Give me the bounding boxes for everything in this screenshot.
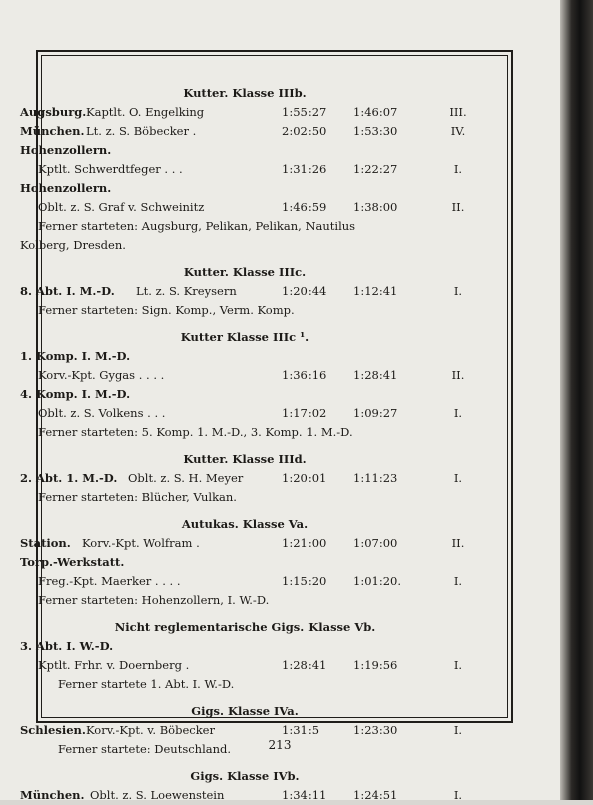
- section-heading: Gigs. Klasse IVa.: [191, 704, 299, 718]
- time-raw: 1:28:41: [282, 658, 327, 672]
- result-row: [20, 572, 470, 591]
- rank: I.: [453, 574, 463, 588]
- also-started-text: Ferner starteten: Augsburg, Pelikan, Pelikan, Nautilus: [38, 219, 356, 233]
- crew-name: Torp.-Werkstatt.: [20, 555, 125, 569]
- time-corrected: 1:11:23: [353, 471, 398, 485]
- time-raw: 1:31:26: [282, 162, 327, 176]
- result-row: [20, 534, 470, 553]
- crew-name: München.: [20, 124, 85, 138]
- helmsman: Oblt. z. S. Volkens . . .: [38, 406, 166, 420]
- time-raw: 1:17:02: [282, 406, 327, 420]
- crew-line: [20, 553, 470, 572]
- helmsman: Oblt. z. S. Graf v. Schweinitz: [38, 200, 205, 214]
- time-corrected: 1:19:56: [353, 658, 398, 672]
- also-started: [20, 301, 470, 320]
- helmsman: Korv.-Kpt. Gygas . . . .: [38, 368, 165, 382]
- time-corrected: 1:09:27: [353, 406, 398, 420]
- crew-line: [20, 179, 470, 198]
- time-raw: 1:21:00: [282, 536, 327, 550]
- time-corrected: 1:07:00: [353, 536, 398, 550]
- time-corrected: 1:24:51: [353, 788, 398, 802]
- time-raw: 1:20:01: [282, 471, 327, 485]
- also-started: [20, 591, 470, 610]
- results-list: [20, 84, 470, 805]
- result-row: [20, 404, 470, 423]
- time-corrected: 1:28:41: [353, 368, 398, 382]
- also-started: [20, 217, 470, 236]
- crew-line: [20, 347, 470, 366]
- helmsman: Lt. z. S. Böbecker .: [86, 124, 197, 138]
- time-raw: 2:02:50: [282, 124, 327, 138]
- result-row: [20, 103, 470, 122]
- rank: I.: [453, 162, 463, 176]
- result-row: [20, 198, 470, 217]
- also-started-text: Ferner starteten: Blücher, Vulkan.: [38, 490, 237, 504]
- crew-name: 2. Abt. 1. M.-D.: [20, 471, 118, 485]
- also-started: [20, 236, 470, 255]
- crew-name: München.: [20, 788, 85, 802]
- section-heading: Nicht reglementarische Gigs. Klasse Vb.: [114, 620, 376, 634]
- helmsman: Kptlt. Frhr. v. Doernberg .: [38, 658, 190, 672]
- rank: II.: [451, 200, 465, 214]
- section-heading: Kutter Klasse IIIc ¹.: [180, 330, 310, 344]
- also-started: [20, 423, 470, 442]
- result-row: [20, 469, 470, 488]
- helmsman: Oblt. z. S. Loewenstein: [90, 788, 225, 802]
- also-started-text: Ferner startete 1. Abt. I. W.-D.: [58, 677, 235, 691]
- time-corrected: 1:22:27: [353, 162, 398, 176]
- rank: I.: [453, 788, 463, 802]
- section-heading: Kutter. Klasse IIId.: [183, 452, 307, 466]
- crew-line: [20, 141, 470, 160]
- rank: II.: [451, 536, 465, 550]
- crew-name: Station.: [20, 536, 71, 550]
- rank: I.: [453, 658, 463, 672]
- section-heading: Kutter. Klasse IIIb.: [183, 86, 307, 100]
- crew-name: 8. Abt. I. M.-D.: [20, 284, 115, 298]
- helmsman: Korv.-Kpt. v. Böbecker: [86, 723, 215, 737]
- time-raw: 1:55:27: [282, 105, 327, 119]
- helmsman: Kptlt. Schwerdtfeger . . .: [38, 162, 183, 176]
- rank: II.: [451, 368, 465, 382]
- rank: IV.: [450, 124, 466, 138]
- crew-name: Augsburg.: [20, 105, 87, 119]
- section-heading: Gigs. Klasse IVb.: [190, 769, 300, 783]
- time-raw: 1:31:5: [282, 723, 320, 737]
- also-started: [20, 675, 470, 694]
- time-corrected: 1:23:30: [353, 723, 398, 737]
- result-row: [20, 160, 470, 179]
- book-spine-shadow: [560, 0, 593, 800]
- also-started: [20, 488, 470, 507]
- time-raw: 1:46:59: [282, 200, 327, 214]
- rank: I.: [453, 406, 463, 420]
- rank: I.: [453, 284, 463, 298]
- crew-line: [20, 637, 470, 656]
- time-raw: 1:15:20: [282, 574, 327, 588]
- time-corrected: 1:01:20.: [353, 574, 401, 588]
- page-number: 213: [268, 738, 292, 752]
- helmsman: Oblt. z. S. H. Meyer: [128, 471, 244, 485]
- result-row: [20, 656, 470, 675]
- crew-name: 4. Komp. I. M.-D.: [20, 387, 131, 401]
- time-corrected: 1:12:41: [353, 284, 398, 298]
- time-corrected: 1:53:30: [353, 124, 398, 138]
- time-corrected: 1:38:00: [353, 200, 398, 214]
- also-started-text: Ferner starteten: Sign. Komp., Verm. Komp.: [38, 303, 295, 317]
- helmsman: Kaptlt. O. Engelking: [86, 105, 205, 119]
- time-raw: 1:36:16: [282, 368, 327, 382]
- result-row: [20, 786, 470, 805]
- also-started-text: Ferner starteten: Hohenzollern, I. W.-D.: [38, 593, 270, 607]
- rank: III.: [449, 105, 467, 119]
- also-started-text: Kolberg, Dresden.: [20, 238, 126, 252]
- helmsman: Lt. z. S. Kreysern: [136, 284, 237, 298]
- result-row: [20, 282, 470, 301]
- crew-name: 3. Abt. I. W.-D.: [20, 639, 114, 653]
- result-row: [20, 366, 470, 385]
- section-heading: Kutter. Klasse IIIc.: [183, 265, 307, 279]
- crew-name: Hohenzollern.: [20, 181, 112, 195]
- result-row: [20, 122, 470, 141]
- rank: I.: [453, 471, 463, 485]
- crew-name: 1. Komp. I. M.-D.: [20, 349, 131, 363]
- crew-name: Hohenzollern.: [20, 143, 112, 157]
- time-raw: 1:34:11: [282, 788, 327, 802]
- crew-line: [20, 385, 470, 404]
- also-started-text: Ferner startete: Deutschland.: [58, 742, 232, 756]
- time-corrected: 1:46:07: [353, 105, 398, 119]
- helmsman: Korv.-Kpt. Wolfram .: [82, 536, 200, 550]
- crew-name: Schlesien.: [20, 723, 86, 737]
- helmsman: Freg.-Kpt. Maerker . . . .: [38, 574, 181, 588]
- time-raw: 1:20:44: [282, 284, 327, 298]
- section-heading: Autukas. Klasse Va.: [181, 517, 309, 531]
- rank: I.: [453, 723, 463, 737]
- also-started-text: Ferner starteten: 5. Komp. 1. M.-D., 3. Komp. 1. M.-D.: [38, 425, 353, 439]
